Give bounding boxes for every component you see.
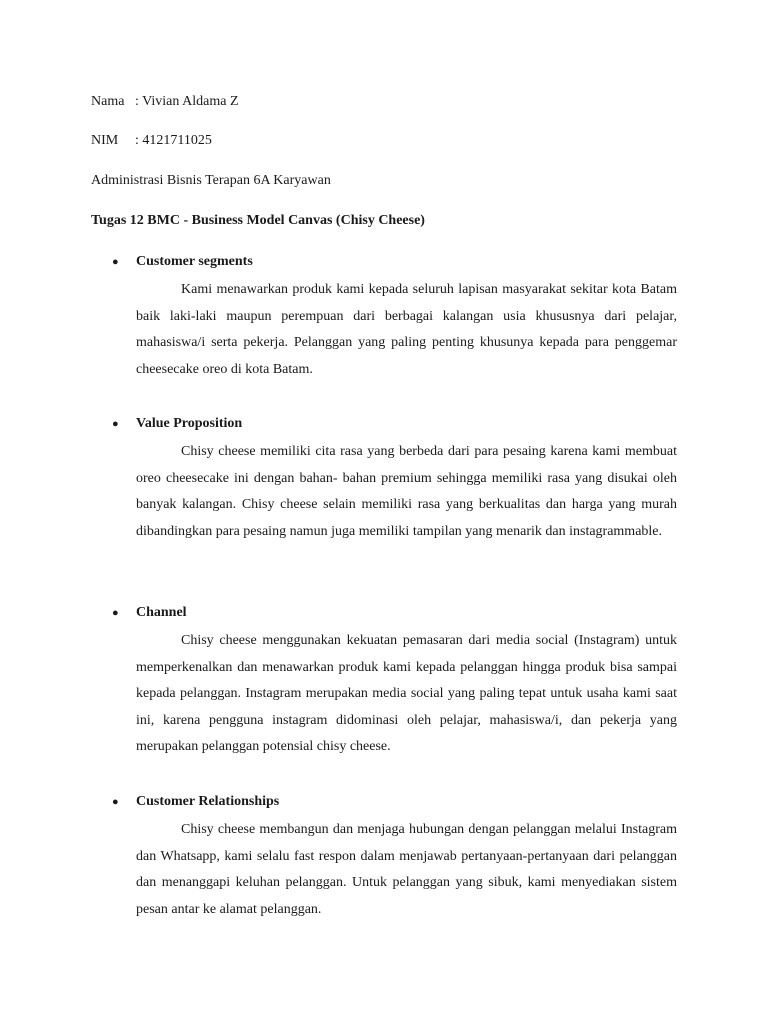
program-line: Administrasi Bisnis Terapan 6A Karyawan (91, 173, 331, 188)
section-heading-text: Customer Relationships (136, 794, 280, 809)
nim-value: : 4121711025 (135, 133, 212, 148)
bullet-icon: ● (112, 796, 119, 808)
section-body-customer-relationships (136, 817, 677, 923)
section-heading-text: Customer segments (136, 254, 253, 269)
section-body-customer-segments (136, 277, 677, 383)
bullet-icon: ● (112, 418, 119, 430)
bullet-icon: ● (112, 607, 119, 619)
section-heading-channel (112, 605, 187, 621)
section-heading-customer-relationships (112, 794, 279, 810)
nim-line (91, 133, 212, 149)
section-paragraph: Chisy cheese memiliki cita rasa yang berbeda dari para pesaing karena kami membuat oreo cheesecake ini dengan bahan- bahan premium sehingga memiliki rasa yang disukai oleh banyak kalangan. Chisy cheese selain memiliki rasa yang berkualitas dan harga yang murah dibandingkan para pesaing namun juga memiliki tampilan yang menarik dan instagrammable. (136, 444, 677, 539)
name-value: : Vivian Aldama Z (135, 94, 239, 109)
section-heading-text: Value Proposition (136, 416, 243, 431)
document-title: Tugas 12 BMC - Business Model Canvas (Chisy Cheese) (91, 213, 425, 228)
name-label: Nama (91, 94, 125, 109)
section-paragraph: Chisy cheese menggunakan kekuatan pemasaran dari media social (Instagram) untuk memperkenalkan dan menawarkan produk kami kepada pelanggan hingga produk bisa sampai kepada pelanggan. Instagram merupakan media social yang paling tepat untuk usaha kami saat ini, karena pengguna instagram didominasi oleh pelajar, mahasiswa/i, dan pekerja yang merupakan pelanggan potensial chisy cheese. (136, 633, 677, 755)
nim-label: NIM (91, 133, 119, 148)
section-body-channel (136, 628, 677, 761)
name-line (91, 94, 239, 110)
section-paragraph: Kami menawarkan produk kami kepada seluruh lapisan masyarakat sekitar kota Batam baik laki-laki maupun perempuan dari berbagai kalangan usia khususnya dari pelajar, mahasiswa/i serta pekerja. Pelanggan yang paling penting khusunya kepada para penggemar cheesecake oreo di kota Batam. (136, 282, 677, 377)
section-paragraph: Chisy cheese membangun dan menjaga hubungan dengan pelanggan melalui Instagram dan Whatsapp, kami selalu fast respon dalam menjawab pertanyaan-pertanyaan dari pelanggan dan menanggapi keluhan pelanggan. Untuk pelanggan yang sibuk, kami menyediakan sistem pesan antar ke alamat pelanggan. (136, 822, 677, 917)
section-heading-customer-segments (112, 254, 253, 270)
section-heading-value-proposition (112, 416, 242, 432)
section-heading-text: Channel (136, 605, 187, 620)
section-body-value-proposition (136, 439, 677, 545)
bullet-icon: ● (112, 256, 119, 268)
